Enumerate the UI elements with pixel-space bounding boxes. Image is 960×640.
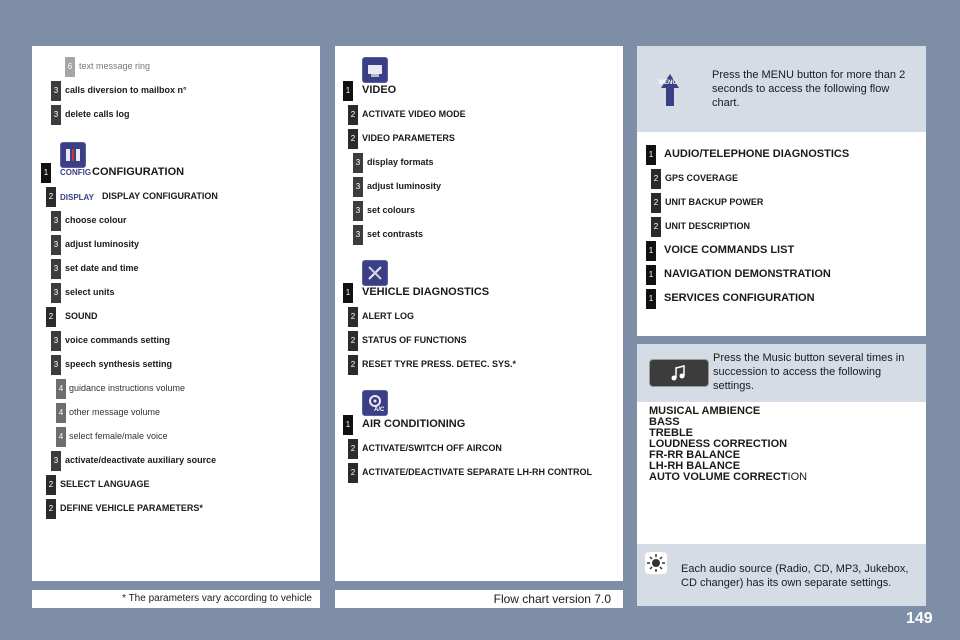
list-item[interactable] — [32, 402, 320, 424]
level-badge: 2 — [348, 439, 358, 459]
list-item[interactable] — [335, 200, 623, 222]
list-item[interactable] — [335, 128, 623, 150]
list-item-label: set date and time — [65, 263, 139, 273]
list-item-label: adjust luminosity — [367, 181, 442, 191]
menu-button-icon[interactable] — [659, 70, 681, 106]
level-badge: 3 — [51, 355, 61, 375]
list-item[interactable] — [637, 240, 926, 262]
fan-icon — [362, 390, 388, 416]
music-settings-list — [649, 406, 807, 483]
list-item-label: SERVICES CONFIGURATION — [664, 292, 815, 304]
list-item-label: ACTIVATE VIDEO MODE — [362, 109, 466, 119]
section-title: VIDEO — [362, 84, 397, 96]
level-badge: 2 — [651, 193, 661, 213]
level-badge: 4 — [56, 427, 66, 447]
level-badge: 3 — [353, 177, 363, 197]
list-item[interactable]: LOUDNESS CORRECTION — [649, 438, 788, 450]
list-item-label: activate/deactivate auxiliary source — [65, 455, 217, 465]
level-badge: 3 — [353, 225, 363, 245]
list-item-label: UNIT BACKUP POWER — [665, 197, 764, 207]
level-badge: 1 — [41, 163, 51, 183]
level-badge: 2 — [348, 307, 358, 327]
level-badge: 2 — [651, 217, 661, 237]
menu-button-label: MENU — [659, 80, 677, 86]
list-item-label: choose colour — [65, 215, 127, 225]
level-badge: 3 — [51, 81, 61, 101]
list-item-label: adjust luminosity — [65, 239, 140, 249]
aircon-icon-label: A/C — [374, 407, 385, 413]
list-item[interactable] — [335, 354, 623, 376]
level-badge: 1 — [646, 265, 656, 285]
list-item[interactable] — [32, 56, 320, 78]
list-item[interactable] — [335, 330, 623, 352]
level-badge: 2 — [46, 499, 56, 519]
list-item[interactable] — [32, 186, 320, 208]
section-header-video[interactable] — [335, 80, 623, 102]
list-item[interactable] — [32, 80, 320, 102]
list-item[interactable] — [32, 162, 320, 184]
level-badge: 3 — [51, 259, 61, 279]
list-item-label: delete calls log — [65, 109, 130, 119]
menu-flowchart-panel — [637, 46, 926, 336]
level-badge: 3 — [353, 153, 363, 173]
list-item-label: display formats — [367, 157, 434, 167]
list-item-label: DISPLAY CONFIGURATION — [102, 191, 218, 201]
display-icon-label: DISPLAY — [60, 193, 94, 202]
level-badge: 2 — [46, 307, 56, 327]
list-item-label: select female/male voice — [69, 431, 168, 441]
list-item[interactable] — [335, 306, 623, 328]
list-item[interactable]: TREBLE — [649, 427, 693, 439]
list-item[interactable]: FR-RR BALANCE — [649, 449, 741, 461]
list-item[interactable] — [32, 282, 320, 304]
level-badge: 2 — [46, 187, 56, 207]
music-settings-panel — [637, 344, 926, 606]
list-item[interactable]: BASS — [649, 416, 680, 428]
level-badge: 1 — [646, 145, 656, 165]
list-item[interactable] — [32, 378, 320, 400]
level-badge: 3 — [51, 283, 61, 303]
level-badge: 1 — [343, 415, 353, 435]
list-item-label: speech synthesis setting — [65, 359, 173, 369]
list-item[interactable] — [32, 450, 320, 472]
level-badge: 1 — [343, 81, 353, 101]
list-item[interactable] — [32, 306, 320, 328]
list-item[interactable] — [32, 474, 320, 496]
tip-band — [637, 544, 926, 606]
level-badge: 2 — [348, 463, 358, 483]
level-badge: 2 — [46, 475, 56, 495]
list-item-label: ACTIVATE/SWITCH OFF AIRCON — [362, 443, 502, 453]
menu-instructions: Press the MENU button for more than 2 seconds to access the following flow chart. — [712, 69, 906, 109]
level-badge: 3 — [51, 451, 61, 471]
list-item-label: set contrasts — [367, 229, 424, 239]
footnote: * The parameters vary according to vehicle — [32, 590, 320, 608]
list-item[interactable] — [637, 264, 926, 286]
list-item-label: AUDIO/TELEPHONE DIAGNOSTICS — [664, 148, 850, 160]
level-badge: 3 — [51, 331, 61, 351]
list-item[interactable] — [637, 168, 926, 190]
list-item[interactable] — [32, 104, 320, 126]
level-badge: 1 — [646, 289, 656, 309]
list-item-label: ACTIVATE/DEACTIVATE SEPARATE LH-RH CONTROL — [362, 467, 592, 477]
list-item-label: UNIT DESCRIPTION — [665, 221, 751, 231]
list-item[interactable] — [32, 210, 320, 232]
list-item[interactable] — [335, 176, 623, 198]
list-item[interactable] — [335, 224, 623, 246]
list-item[interactable] — [32, 498, 320, 520]
list-item-label: SOUND — [65, 311, 98, 321]
level-badge: 2 — [348, 355, 358, 375]
list-item[interactable] — [637, 288, 926, 310]
level-badge: 6 — [65, 57, 75, 77]
level-badge: 4 — [56, 403, 66, 423]
list-item[interactable]: AUTO VOLUME CORRECTION — [649, 471, 808, 483]
flowchart-version: Flow chart version 7.0 — [335, 590, 623, 608]
list-item-label: VIDEO PARAMETERS — [362, 133, 455, 143]
level-badge: 3 — [353, 201, 363, 221]
list-item-label: DEFINE VEHICLE PARAMETERS* — [60, 503, 203, 513]
list-item[interactable] — [637, 216, 926, 238]
list-item[interactable] — [32, 234, 320, 256]
list-item[interactable] — [637, 192, 926, 214]
list-item[interactable] — [32, 330, 320, 352]
section-title: VEHICLE DIAGNOSTICS — [362, 286, 490, 298]
level-badge: 2 — [348, 105, 358, 125]
list-item-label: set colours — [367, 205, 416, 215]
page-number: 149 — [906, 610, 933, 627]
music-button-icon[interactable] — [649, 359, 709, 387]
list-item[interactable] — [32, 426, 320, 448]
list-item[interactable] — [32, 258, 320, 280]
list-item-label: ALERT LOG — [362, 311, 414, 321]
list-item-label: select units — [65, 287, 115, 297]
level-badge: 4 — [56, 379, 66, 399]
instruction-band — [637, 344, 926, 402]
list-item-label: text message ring — [79, 61, 151, 71]
list-item[interactable] — [335, 152, 623, 174]
list-item-label: CONFIGURATION — [92, 166, 185, 178]
list-item-label: voice commands setting — [65, 335, 171, 345]
list-item[interactable] — [335, 104, 623, 126]
config-flowchart-panel — [32, 46, 320, 581]
level-badge: 1 — [343, 283, 353, 303]
config-icon-label: CONFIG — [60, 168, 92, 177]
list-item[interactable]: LH-RH BALANCE — [649, 460, 741, 472]
section-title: AIR CONDITIONING — [362, 418, 466, 430]
instruction-band — [637, 46, 926, 132]
list-item-label: STATUS OF FUNCTIONS — [362, 335, 467, 345]
level-badge: 2 — [651, 169, 661, 189]
list-item[interactable] — [335, 438, 623, 460]
list-item-label: guidance instructions volume — [69, 383, 186, 393]
list-item[interactable] — [32, 354, 320, 376]
section-header-aircon[interactable] — [335, 414, 623, 436]
list-item[interactable] — [335, 462, 623, 484]
list-item-label: calls diversion to mailbox n° — [65, 85, 187, 95]
tip-text: Each audio source (Radio, CD, MP3, Jukebox, CD changer) has its own separate settings. — [681, 563, 909, 589]
list-item[interactable]: MUSICAL AMBIENCE — [649, 405, 761, 417]
level-badge: 1 — [646, 241, 656, 261]
level-badge: 2 — [348, 331, 358, 351]
list-item-label: NAVIGATION DEMONSTRATION — [664, 268, 831, 280]
lightbulb-icon — [645, 552, 667, 574]
list-item-label: other message volume — [69, 407, 161, 417]
video-diag-aircon-panel — [335, 46, 623, 581]
list-item-label: GPS COVERAGE — [665, 173, 739, 183]
list-item-label: RESET TYRE PRESS. DETEC. SYS.* — [362, 359, 517, 369]
list-item[interactable] — [637, 144, 926, 166]
level-badge: 3 — [51, 211, 61, 231]
section-header-diagnostics[interactable] — [335, 282, 623, 304]
level-badge: 3 — [51, 235, 61, 255]
level-badge: 2 — [348, 129, 358, 149]
list-item-label: VOICE COMMANDS LIST — [664, 244, 795, 256]
list-item-label: SELECT LANGUAGE — [60, 479, 150, 489]
music-instructions: Press the Music button several times in succession to access the following settings. — [713, 352, 905, 392]
level-badge: 3 — [51, 105, 61, 125]
